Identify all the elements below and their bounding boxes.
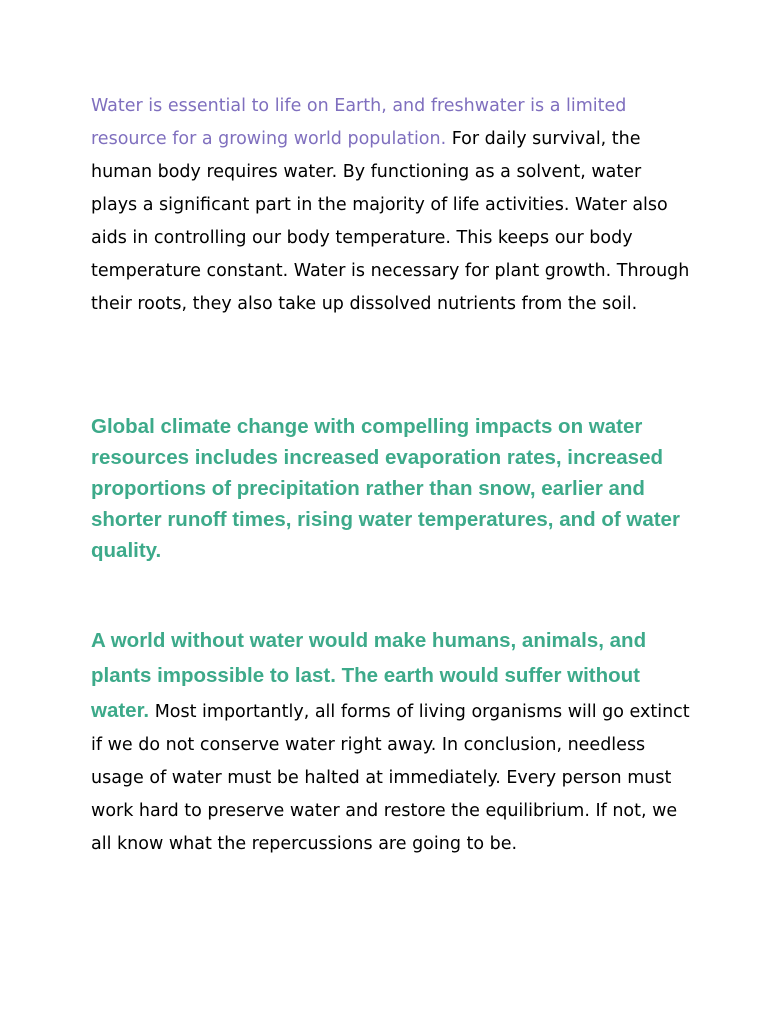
paragraph-climate-change: Global climate change with compelling impacts on water resources includes increased evaporation rates, increased proportions of precipitation rather than snow, earlier and shorter runoff times, rising water temperatures, and of water quality. [91,415,680,562]
paragraph-lead-highlight: A world without water would make humans, animals, and plants impossible to last. The earth would suffer without water. [91,629,647,722]
paragraph-body-text: Most importantly, all forms of living organisms will go extinct if we do not conserve water right away. In conclusion, needless usage of water must be halted at immediately. Every person must work hard to preserve water and restore the equilibrium. If not, we all know what the repercussions are going to be. [91,702,690,854]
paragraph-lead-highlight: Water is essential to life on Earth, and freshwater is a limited resource for a growing world population. [91,96,627,149]
paragraph-body-text: For daily survival, the human body requires water. By functioning as a solvent, water plays a significant part in the majority of life activities. Water also aids in controlling our body temperature. This keeps our body temperature constant. Water is necessary for plant growth. Through their roots, they also take up dissolved nutrients from the soil. [91,129,690,314]
paragraph-world-without-water [91,624,691,861]
paragraph-water-importance [91,90,691,321]
